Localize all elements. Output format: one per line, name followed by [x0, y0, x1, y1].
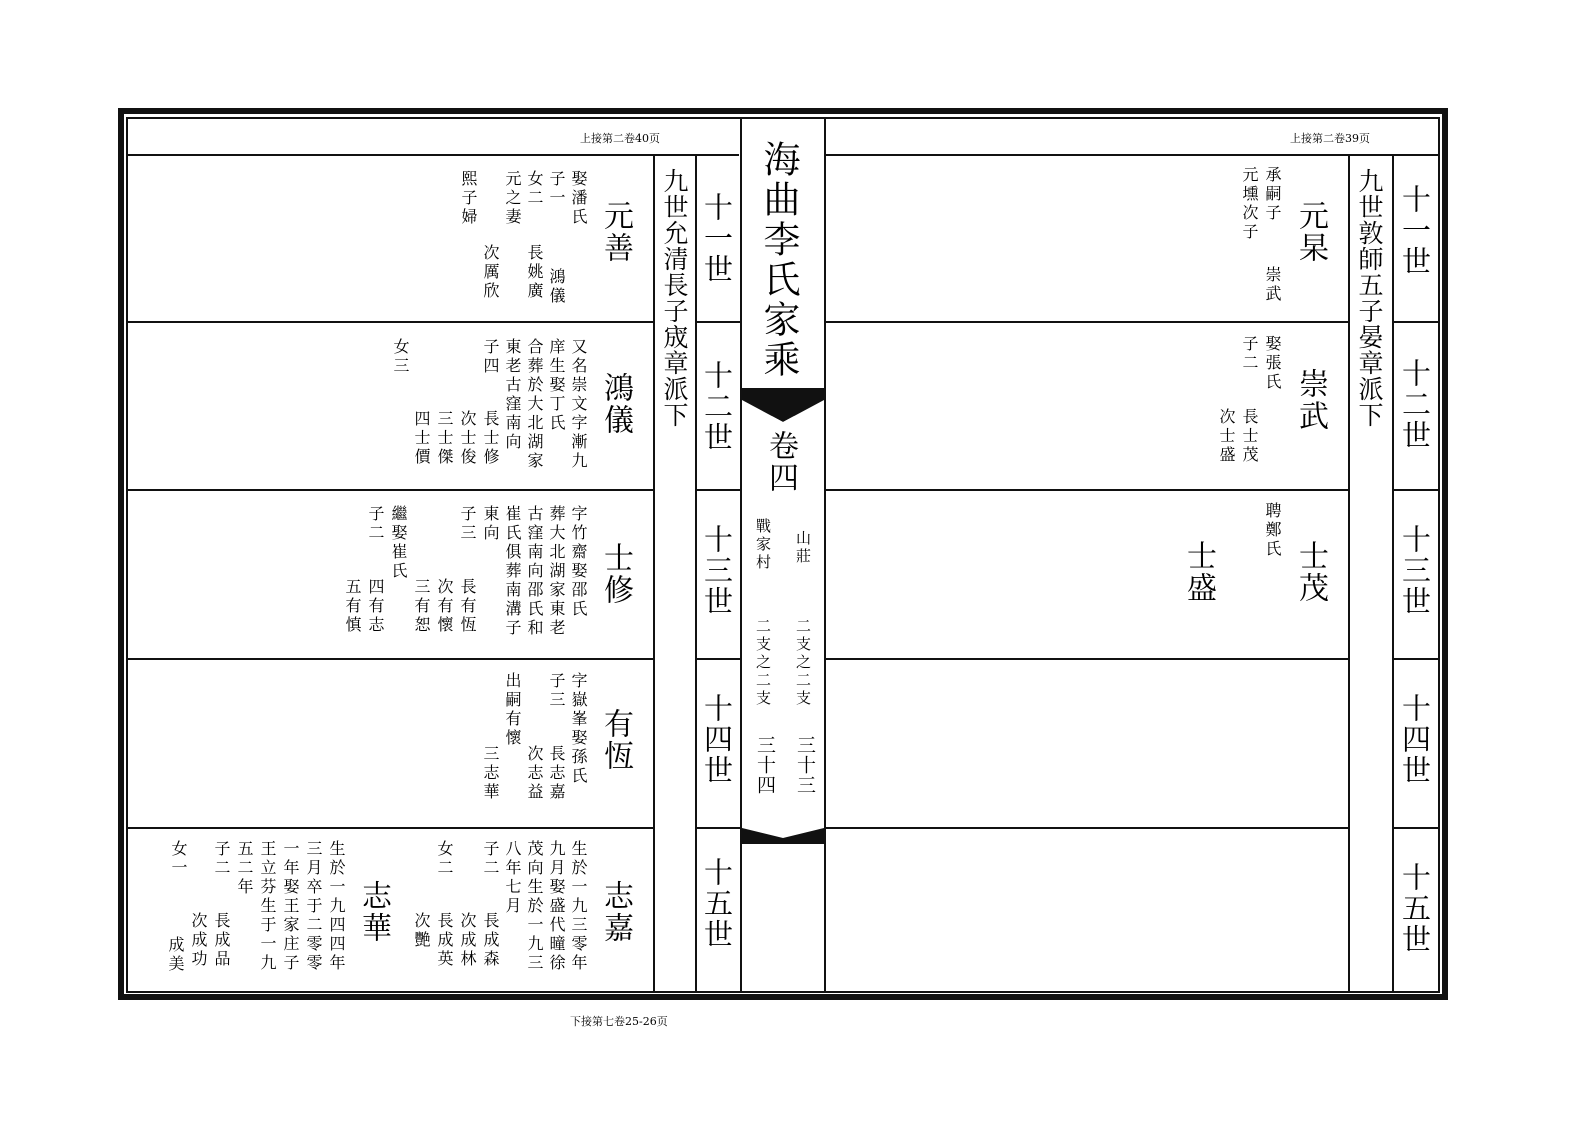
- record-line: 子二: [366, 505, 385, 543]
- child-line: 次艷: [412, 912, 431, 950]
- person-name: 崇武: [1293, 368, 1328, 432]
- right-gen-13: 十三世: [1398, 524, 1432, 617]
- child-line: 長有恆: [458, 578, 477, 635]
- person-name: 元杲: [1293, 200, 1328, 264]
- right-gen-14: 十四世: [1398, 693, 1432, 786]
- right-gen-15: 十五世: [1398, 862, 1432, 955]
- child-line: 成美: [166, 936, 185, 974]
- record-line: 三月卒于二零零: [304, 840, 323, 973]
- record-line: 茂向生於一九三: [525, 840, 544, 973]
- record-line: 一年娶王家庄子: [281, 840, 300, 973]
- child-line: 四士價: [412, 410, 431, 467]
- child-line: 崇武: [1263, 266, 1282, 304]
- right-gen-border: [1392, 155, 1394, 992]
- child-line: 次士俊: [458, 410, 477, 467]
- person-name: 鴻儀: [598, 372, 633, 436]
- place-b: 戰家村: [754, 518, 772, 572]
- fishtail-top-icon: [742, 392, 824, 422]
- right-row-divider: [826, 658, 1348, 660]
- header-note-left: 上接第二卷40页: [580, 132, 660, 145]
- record-line: 娶潘氏: [569, 170, 588, 227]
- person-name: 元善: [598, 200, 633, 264]
- left-gen-15: 十五世: [700, 857, 734, 950]
- right-gen-divider: [1393, 658, 1439, 660]
- record-line: 王立芬生于一九: [258, 840, 277, 973]
- branch-info-b: 二支之二支: [754, 618, 772, 708]
- record-line: 字嶽峯娶孫氏: [569, 672, 588, 786]
- left-gen-12: 十二世: [700, 360, 734, 453]
- child-line: 三有恕: [412, 578, 431, 635]
- child-line: 長士修: [481, 410, 500, 467]
- right-branch-border: [1348, 155, 1350, 992]
- left-gen-divider: [696, 321, 740, 323]
- left-row-divider: [127, 658, 653, 660]
- book-title: 海曲李氏家乘: [757, 140, 800, 380]
- record-line: 子四: [481, 338, 500, 376]
- child-line: 鴻儀: [547, 268, 566, 306]
- record-line: 元之妻: [503, 170, 522, 227]
- record-line: 八年七月: [503, 840, 522, 916]
- left-branch-caption: 九世允清長子宬章派下: [660, 168, 689, 428]
- right-gen-divider: [1393, 321, 1439, 323]
- record-line: 熙子婦: [459, 170, 478, 227]
- record-line: 東老古窪南向: [503, 338, 522, 452]
- record-line: 庠生娶丁氏: [547, 338, 566, 433]
- left-row-divider: [127, 827, 653, 829]
- record-line: 子三: [458, 505, 477, 543]
- record-line: 子三: [547, 672, 566, 710]
- right-gen-11: 十一世: [1398, 184, 1432, 277]
- record-line: 東向: [481, 505, 500, 543]
- child-line: 三志華: [481, 745, 500, 802]
- child-line: 長姚廣: [525, 244, 544, 301]
- record-line: 崔氏俱葬南溝子: [503, 505, 522, 638]
- fishtail-bottom-icon: [742, 820, 824, 850]
- child-line: 長成森: [481, 912, 500, 969]
- left-gen-divider: [696, 658, 740, 660]
- page-number-b: 三十四: [754, 735, 776, 795]
- left-gen-border: [695, 155, 697, 992]
- record-line: 繼娶崔氏: [389, 505, 408, 581]
- record-line: 娶張氏: [1263, 335, 1282, 392]
- right-gen-12: 十二世: [1398, 358, 1432, 451]
- center-border-right: [824, 118, 826, 992]
- right-row-divider: [826, 827, 1348, 829]
- record-line: 子二: [481, 840, 500, 878]
- record-line: 又名崇文字漸九: [569, 338, 588, 471]
- place-a: 山莊: [794, 530, 812, 566]
- person-name: 士茂: [1293, 540, 1328, 604]
- record-line: 子一: [547, 170, 566, 208]
- person-name: 有恆: [598, 708, 633, 772]
- right-gen-divider: [1393, 827, 1439, 829]
- child-line: 四有志: [366, 578, 385, 635]
- right-gen-divider: [1393, 489, 1439, 491]
- record-line: 子二: [212, 840, 231, 878]
- right-row-divider: [826, 321, 1348, 323]
- child-line: 長成品: [212, 912, 231, 969]
- child-line: 次士盛: [1217, 408, 1236, 465]
- record-line: 承嗣子: [1263, 166, 1282, 223]
- child-line: 長士茂: [1240, 408, 1259, 465]
- record-line: 元壎次子: [1240, 166, 1259, 242]
- person-name: 志華: [356, 880, 391, 944]
- left-row-divider: [127, 489, 653, 491]
- record-line: 九月娶盛代曈徐: [547, 840, 566, 973]
- child-line: 次有懷: [435, 578, 454, 635]
- record-line: 女三: [391, 338, 410, 376]
- child-line: 次成林: [458, 912, 477, 969]
- right-row-divider: [826, 489, 1348, 491]
- record-line: 聘鄭氏: [1263, 502, 1282, 559]
- record-line: 女一: [169, 840, 188, 878]
- child-line: 五有慎: [343, 578, 362, 635]
- fishtail-band-bottom: [742, 838, 824, 844]
- right-branch-caption: 九世敦師五子晏章派下: [1355, 168, 1384, 428]
- record-line: 合葬於大北湖家: [525, 338, 544, 471]
- record-line: 五二年: [235, 840, 254, 897]
- person-name: 士修: [598, 542, 633, 606]
- center-border-left: [740, 118, 742, 992]
- left-gen-11: 十一世: [700, 192, 734, 285]
- record-line: 生於一九三零年: [569, 840, 588, 973]
- left-branch-border: [653, 155, 655, 992]
- left-gen-14: 十四世: [700, 693, 734, 786]
- record-line: 葬大北湖家東老: [547, 505, 566, 638]
- child-line: 次志益: [525, 745, 544, 802]
- record-line: 字竹齋娶邵氏: [569, 505, 588, 619]
- header-note-right: 上接第二卷39页: [1290, 132, 1370, 145]
- left-row-divider: [127, 321, 653, 323]
- record-line: 子二: [1240, 335, 1259, 373]
- record-line: 女二: [525, 170, 544, 208]
- left-gen-divider: [696, 827, 740, 829]
- person-name: 士盛: [1181, 540, 1216, 604]
- left-gen-13: 十三世: [700, 524, 734, 617]
- child-line: 次厲欣: [481, 244, 500, 301]
- record-line: 女二: [435, 840, 454, 878]
- page-number-a: 三十三: [794, 735, 816, 795]
- child-line: 三士傑: [435, 410, 454, 467]
- record-line: 出嗣有懷: [503, 672, 522, 748]
- header-rule-left: [127, 154, 739, 156]
- person-name: 志嘉: [598, 880, 633, 944]
- header-rule-right: [826, 154, 1438, 156]
- child-line: 長成英: [435, 912, 454, 969]
- record-line: 生於一九四四年: [327, 840, 346, 973]
- volume-label: 卷四: [763, 430, 798, 494]
- footer-note: 下接第七卷25-26页: [570, 1015, 668, 1028]
- child-line: 次成功: [189, 912, 208, 969]
- left-gen-divider: [696, 489, 740, 491]
- branch-info-a: 二支之二支: [794, 618, 812, 708]
- record-line: 古窪南向邵氏和: [525, 505, 544, 638]
- child-line: 長志嘉: [547, 745, 566, 802]
